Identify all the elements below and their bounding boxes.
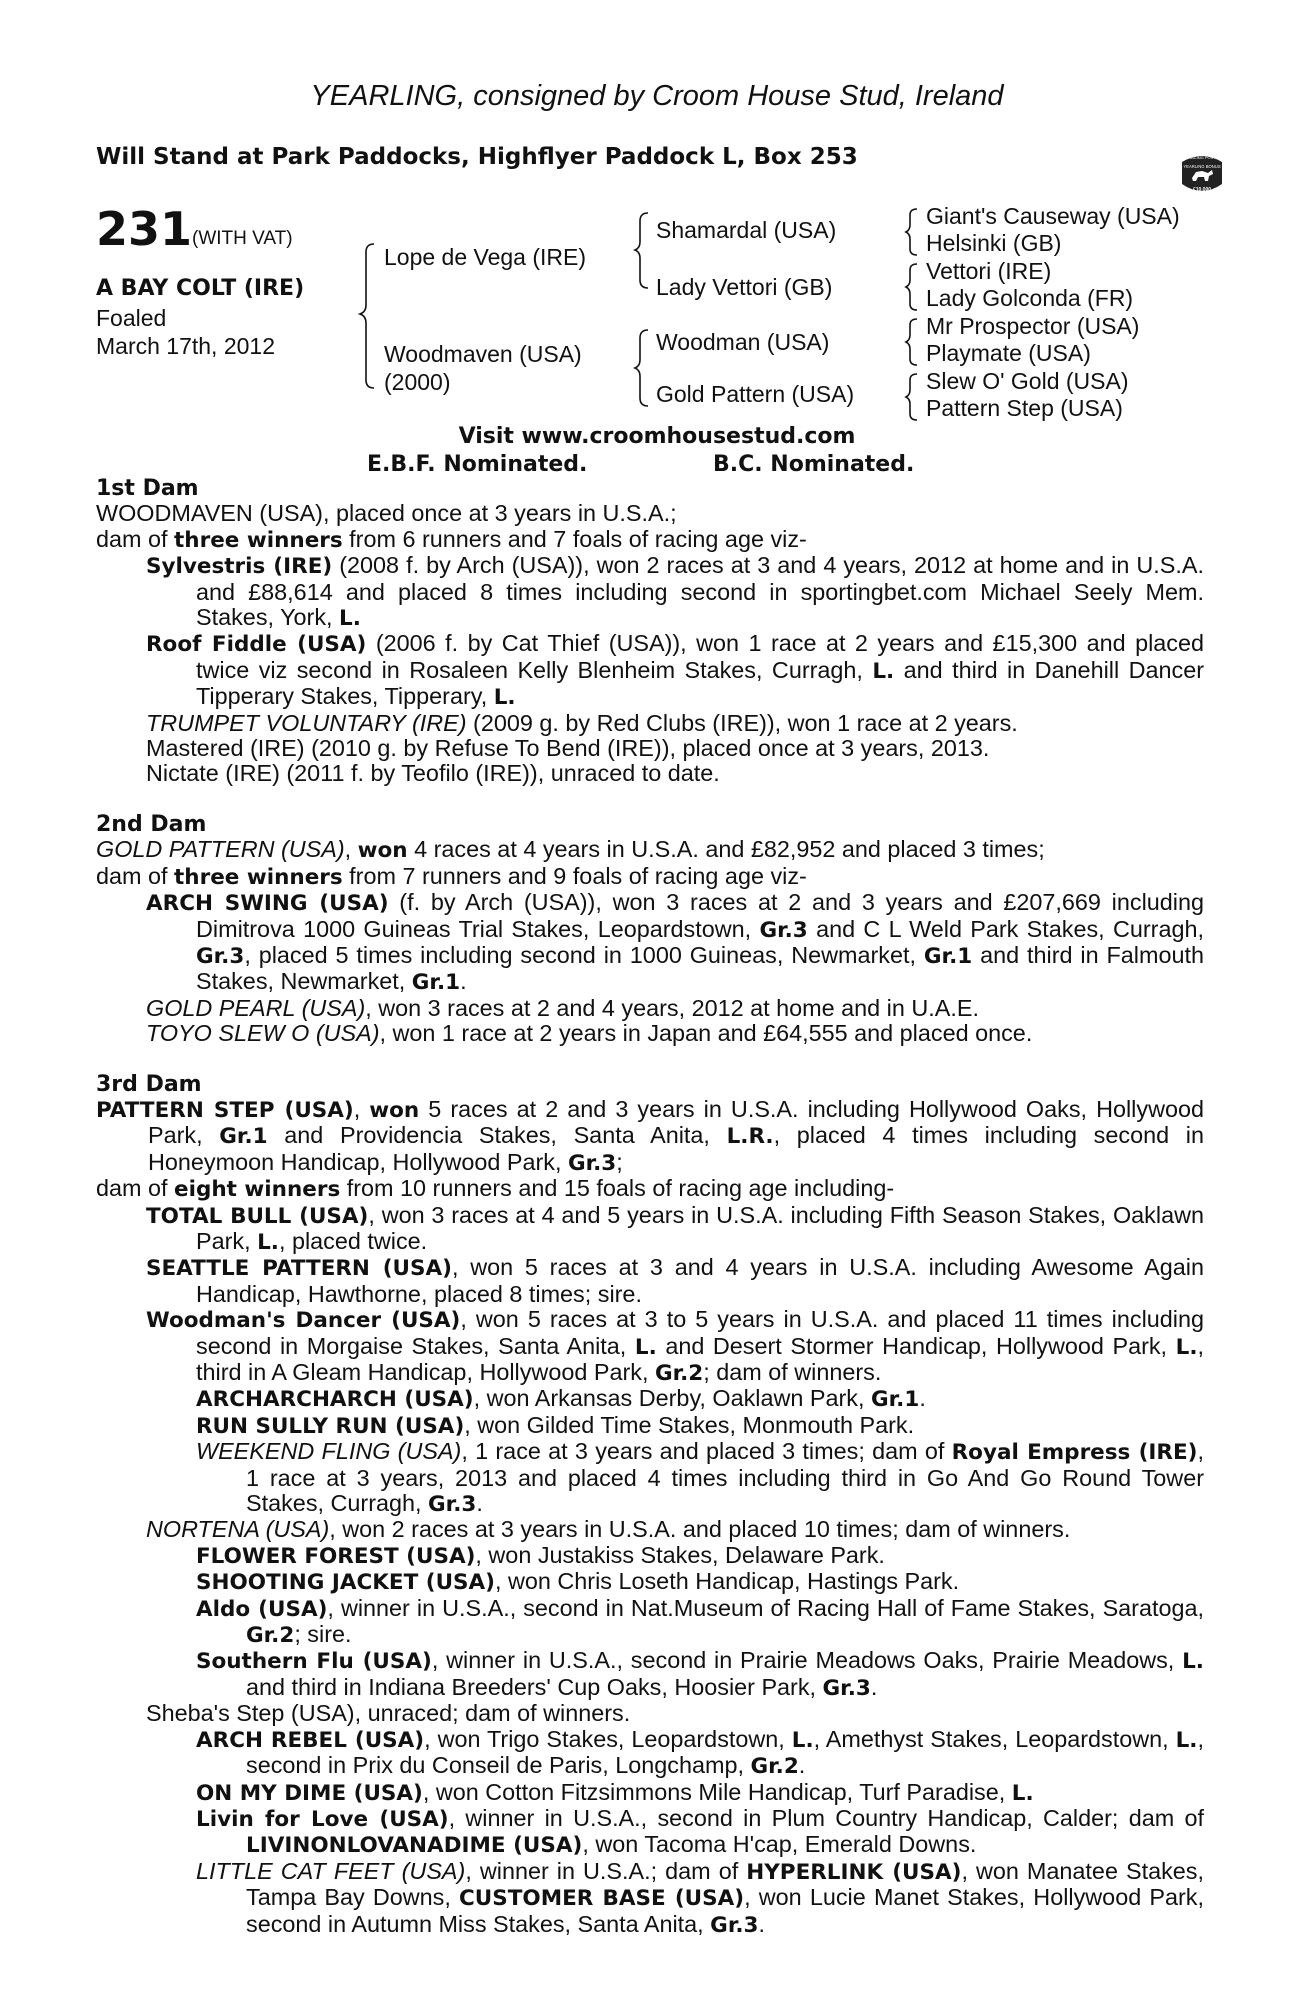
first-dam-produce: dam of three winners from 6 runners and 7 foals of racing age viz- [96, 525, 807, 553]
entry-aldo: Aldo (USA), winner in U.S.A., second in Nat.Museum of Racing Hall of Fame Stakes, Saratoga, Gr.2; sire. [196, 1594, 1205, 1649]
bracket-ss [906, 209, 917, 255]
entry-woodmans-dancer: Woodman's Dancer (USA), won 5 races at 3 to 5 years in U.S.A. and placed 11 times including second in Morgaise Stakes, Santa Anita, L. and Desert Stormer Handicap, Hollywood Park, L., third in A Gleam Handicap, Hollywood Park, Gr.2; dam of winners. [146, 1306, 1204, 1386]
badge-bottom-text: £10,000 [1192, 187, 1212, 193]
pedigree-ssd: Helsinki (GB) [926, 230, 1062, 256]
pedigree-dam-dam: Gold Pattern (USA) [656, 381, 855, 407]
entry-little-cat-feet: LITTLE CAT FEET (USA), winner in U.S.A.; dam of HYPERLINK (USA), won Manatee Stakes, Tampa Bay Downs, CUSTOMER BASE (USA), won Lucie Manet Stakes, Hollywood Park, second in Autumn Miss Stakes, Santa Anita, Gr.3. [196, 1857, 1204, 1938]
pedigree-sdd: Lady Golconda (FR) [926, 285, 1134, 311]
website-line: Visit www.croomhousestud.com [458, 424, 856, 449]
second-dam-entry-toyo-slew: TOYO SLEW O (USA), won 1 race at 2 years in Japan and £64,555 and placed once. [146, 1020, 1033, 1047]
entry-arch-rebel: ARCH REBEL (USA), won Trigo Stakes, Leopardstown, L., Amethyst Stakes, Leopardstown, L., second in Prix du Conseil de Paris, Longchamp, Gr.2. [196, 1725, 1204, 1780]
first-dam-entry-roof-fiddle: Roof Fiddle (USA) (2006 f. by Cat Thief (USA)), won 1 race at 2 years and £15,300 and placed twice viz second in Rosaleen Kelly Blenheim Stakes, Curragh, L. and third in Danehill Dancer Tipperary Stakes, Tipperary, L. [146, 630, 1204, 711]
entry-run-sully-run: RUN SULLY RUN (USA), won Gilded Time Stakes, Monmouth Park. [196, 1411, 915, 1439]
bracket-gen1 [360, 244, 374, 388]
first-dam-heading: 1st Dam [96, 476, 199, 501]
entry-on-my-dime: ON MY DIME (USA), won Cotton Fitzsimmons Mile Handicap, Turf Paradise, L. [196, 1778, 1034, 1806]
ebf-nominated: E.B.F. Nominated. [367, 452, 588, 477]
entry-archarcharch: ARCHARCHARCH (USA), won Arkansas Derby, Oaklawn Park, Gr.1. [196, 1385, 926, 1413]
first-dam-entry-mastered: Mastered (IRE) (2010 g. by Refuse To Bend (IRE)), placed once at 3 years, 2013. [146, 735, 990, 762]
third-dam-heading: 3rd Dam [96, 1071, 202, 1097]
bracket-sire [635, 213, 648, 288]
stand-location: Will Stand at Park Paddocks, Highflyer Paddock L, Box 253 [96, 144, 858, 170]
foaled-date: March 17th, 2012 [96, 333, 276, 359]
entry-seattle-pattern: SEATTLE PATTERN (USA), won 5 races at 3 and 4 years in U.S.A. including Awesome Again Handicap, Hawthorne, placed 8 times; sire. [146, 1254, 1205, 1307]
pedigree-ddd: Pattern Step (USA) [926, 395, 1123, 421]
pedigree-dss: Mr Prospector (USA) [926, 313, 1140, 339]
bracket-ds [906, 319, 917, 365]
pedigree-dam-year: (2000) [384, 369, 451, 395]
pedigree-dam-sire: Woodman (USA) [656, 329, 830, 355]
lot-number: 231 [96, 202, 193, 256]
second-dam-entry-gold-pearl: GOLD PEARL (USA), won 3 races at 2 and 4 years, 2012 at home and in U.A.E. [146, 994, 979, 1021]
entry-total-bull: TOTAL BULL (USA), won 3 races at 4 and 5 years in U.S.A. including Fifth Season Stakes, Oaklawn Park, L., placed twice. [146, 1201, 1204, 1255]
first-dam-entry-sylvestris: Sylvestris (IRE) (2008 f. by Arch (USA)), won 2 races at 3 and 4 years, 2012 at home and in U.S.A. and £88,614 and placed 8 times including second in sportingbet.com Michael Seely Mem. Stakes, York, L. [146, 552, 1204, 632]
pedigree-sds: Vettori (IRE) [926, 258, 1052, 284]
badge-mid-text: YEARLING BONUS [1183, 164, 1221, 169]
entry-livin-for-love: Livin for Love (USA), winner in U.S.A., second in Plum Country Handicap, Calder; dam of LIVINONLOVANADIME (USA), won Tacoma H'cap, Emerald Downs. [196, 1804, 1204, 1859]
pedigree-sire-dam: Lady Vettori (GB) [656, 274, 833, 300]
bracket-sd [906, 264, 917, 310]
third-dam-line: PATTERN STEP (USA), won 5 races at 2 and 3 years in U.S.A. including Hollywood Oaks, Hollywood Park, Gr.1 and Providencia Stakes, Santa Anita, L.R., placed 4 times including second in Honeymoon Handicap, Hollywood Park, Gr.3; [96, 1095, 1204, 1176]
vat-note: (WITH VAT) [192, 228, 293, 249]
pedigree-dam: Woodmaven (USA) [384, 341, 582, 367]
entry-nortena: NORTENA (USA), won 2 races at 3 years in U.S.A. and placed 10 times; dam of winners. [146, 1516, 1071, 1543]
pedigree-sire: Lope de Vega (IRE) [384, 244, 587, 270]
entry-flower-forest: FLOWER FOREST (USA), won Justakiss Stakes, Delaware Park. [196, 1541, 885, 1569]
catalogue-body [96, 476, 1204, 1938]
second-dam-line: GOLD PATTERN (USA), won 4 races at 4 years in U.S.A. and £82,952 and placed 3 times; [96, 836, 1045, 864]
entry-shooting-jacket: SHOOTING JACKET (USA), won Chris Loseth Handicap, Hastings Park. [196, 1568, 960, 1596]
consignor-heading: YEARLING, consigned by Croom House Stud, Ireland [310, 80, 1004, 112]
second-dam-heading: 2nd Dam [96, 811, 207, 837]
pedigree-dsd: Playmate (USA) [926, 340, 1091, 366]
bracket-dam [635, 330, 648, 406]
first-dam-entry-nictate: Nictate (IRE) (2011 f. by Teofilo (IRE)), unraced to date. [146, 760, 720, 787]
second-dam-entry-arch-swing: ARCH SWING (USA) (f. by Arch (USA)), won 3 races at 2 and 3 years and £207,669 including Dimitrova 1000 Guineas Trial Stakes, Leopardstown, Gr.3 and C L Weld Park Stakes, Curragh, Gr.3, placed 5 times including second in 1000 Guineas, Newmarket, Gr.1 and third in Falmouth Stakes, Newmarket, Gr.1. [146, 889, 1205, 996]
first-dam-line: WOODMAVEN (USA), placed once at 3 years in U.S.A.; [96, 500, 677, 527]
bc-nominated: B.C. Nominated. [713, 452, 915, 477]
pedigree-sire-sire: Shamardal (USA) [656, 217, 837, 243]
second-dam-produce: dam of three winners from 7 runners and 9 foals of racing age viz- [96, 862, 807, 890]
entry-southern-flu: Southern Flu (USA), winner in U.S.A., second in Prairie Meadows Oaks, Prairie Meadows, L. and third in Indiana Breeders' Cup Oaks, Hoosier Park, Gr.3. [196, 1647, 1204, 1701]
entry-weekend-fling: WEEKEND FLING (USA), 1 race at 3 years and placed 3 times; dam of Royal Empress (IRE), 1 race at 3 years, 2013 and placed 4 times including third in Go And Go Round Tower Stakes, Curragh, Gr.3. [196, 1438, 1205, 1518]
badge-top-text: RACING POST [1188, 155, 1216, 160]
entry-shebas-step: Sheba's Step (USA), unraced; dam of winners. [146, 1700, 631, 1727]
pedigree-sss: Giant's Causeway (USA) [926, 203, 1180, 229]
pedigree-dds: Slew O' Gold (USA) [926, 368, 1129, 394]
third-dam-produce: dam of eight winners from 10 runners and 15 foals of racing age including- [96, 1175, 895, 1203]
bracket-dd [906, 374, 917, 420]
horse-name: A BAY COLT (IRE) [96, 276, 305, 301]
foaled-label: Foaled [96, 305, 167, 331]
first-dam-entry-trumpet: TRUMPET VOLUNTARY (IRE) (2009 g. by Red Clubs (IRE)), won 1 race at 2 years. [146, 709, 1018, 736]
